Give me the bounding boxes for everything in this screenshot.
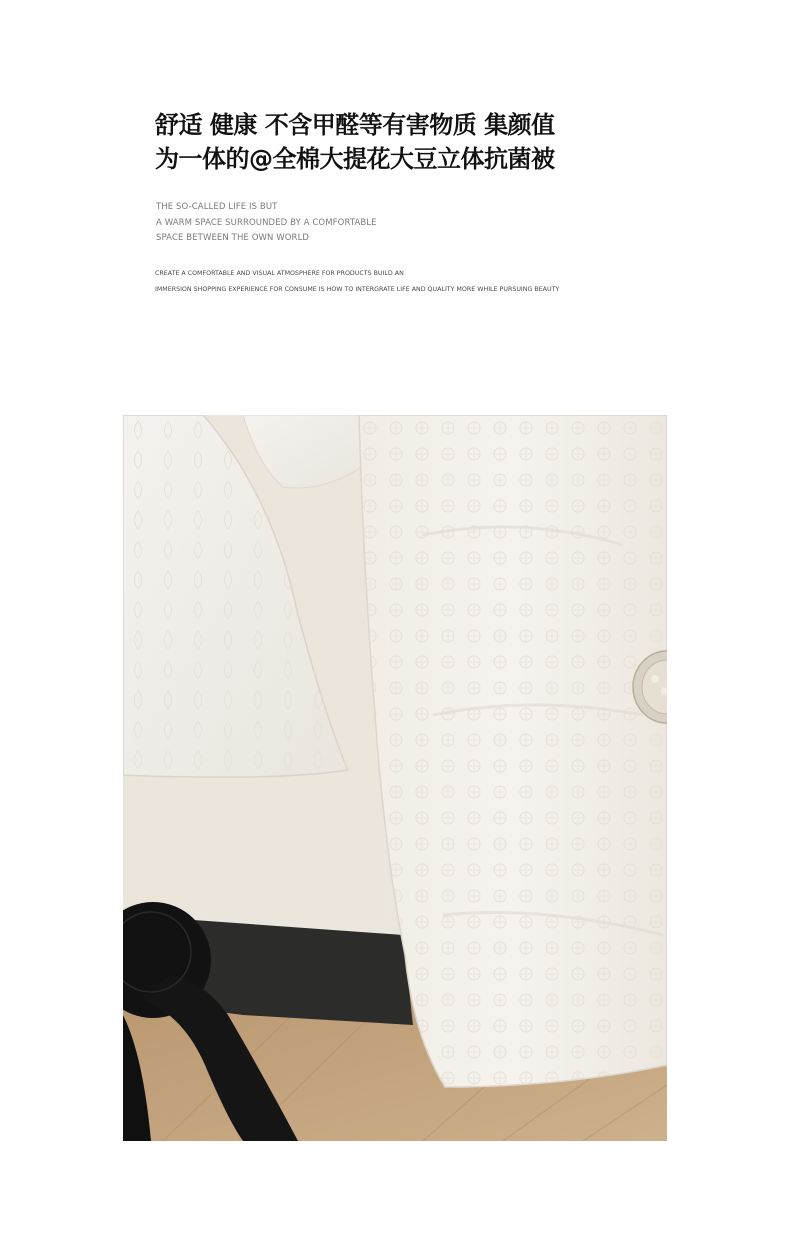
- product-photo: [123, 415, 667, 1141]
- headline-line-2: 为一体的@全棉大提花大豆立体抗菌被: [155, 145, 555, 173]
- tagline-line-3: SPACE BETWEEN THE OWN WORLD: [156, 233, 310, 243]
- body-copy: [155, 266, 559, 297]
- bedding-scene-illustration: [123, 415, 667, 1141]
- tagline-line-1: THE SO-CALLED LIFE IS BUT: [156, 202, 278, 212]
- headline-line-1: 舒适 健康 不含甲醛等有害物质 集颜值: [155, 111, 555, 139]
- tagline: [156, 200, 377, 247]
- headline: [155, 108, 675, 176]
- tagline-line-2: A WARM SPACE SURROUNDED BY A COMFORTABLE: [156, 217, 377, 228]
- body-copy-line-2: IMMERSION SHOPPING EXPERIENCE FOR CONSUME IS HOW TO INTERGRATE LIFE AND QUALITY MORE WHILE PURSUING BEAUTY: [155, 285, 560, 293]
- body-copy-line-1: CREATE A COMFORTABLE AND VISUAL ATMOSPHERE FOR PRODUCTS BUILD AN: [155, 270, 404, 277]
